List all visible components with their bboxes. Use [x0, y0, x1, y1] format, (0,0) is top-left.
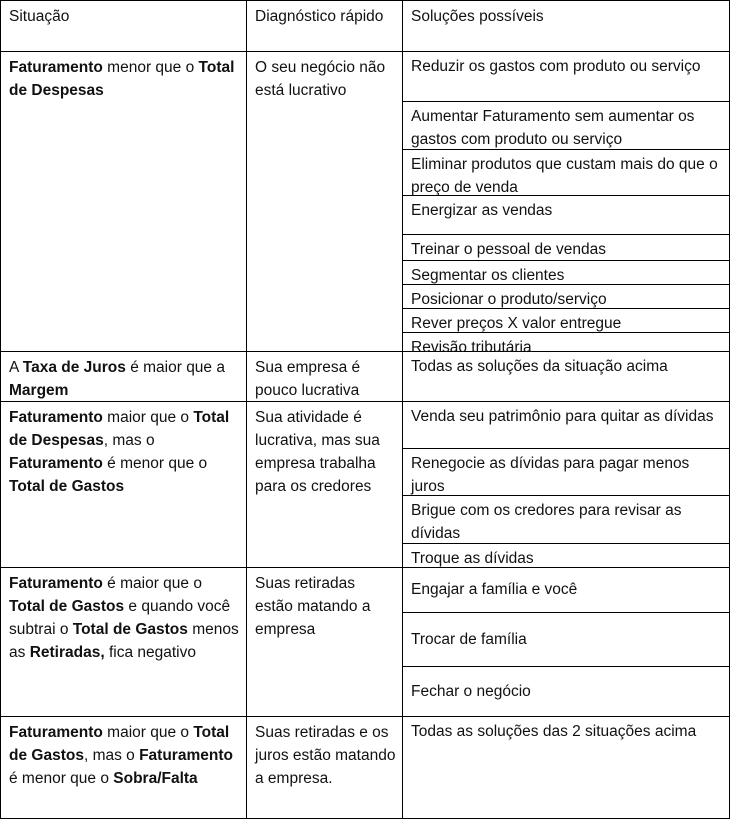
situation-term: Margem — [9, 382, 69, 399]
header-solutions: Soluções possíveis — [411, 8, 544, 25]
table-rule — [402, 101, 730, 102]
situation-term: Faturamento — [139, 747, 233, 764]
situation-term: Faturamento — [9, 724, 103, 741]
table-rule — [402, 666, 730, 667]
diagnosis-cell: Sua empresa é pouco lucrativa — [255, 359, 361, 399]
situation-text: menos as — [9, 621, 239, 661]
solution-item: Renegocie as dívidas para pagar menos juros — [411, 455, 690, 495]
situation-term: Faturamento — [9, 575, 103, 592]
situation-text: e quando você subtrai o — [9, 598, 231, 638]
situation-text: , mas o — [103, 432, 155, 449]
solution-item: Treinar o pessoal de vendas — [411, 241, 607, 258]
situation-term: Faturamento — [9, 409, 103, 426]
table-rule — [0, 818, 730, 819]
situation-term: Sobra/Falta — [113, 770, 198, 787]
situation-text: é maior que a — [125, 359, 225, 376]
situation-cell — [9, 56, 241, 102]
solution-item: Rever preços X valor entregue — [411, 315, 622, 332]
diagnosis-cell: Suas retiradas e os juros estão matando a empresa. — [255, 724, 396, 787]
situation-term: Total de Despesas — [9, 59, 235, 99]
situation-cell — [9, 572, 241, 664]
situation-text: , mas o — [83, 747, 140, 764]
table-rule — [0, 0, 730, 1]
situation-text: menor que o — [102, 59, 199, 76]
solution-item: Engajar a família e você — [411, 581, 578, 598]
header-situation: Situação — [9, 8, 70, 25]
table-rule — [0, 716, 730, 717]
solution-item: Trocar de família — [411, 631, 527, 648]
solution-item: Segmentar os clientes — [411, 267, 565, 284]
solution-item: Revisão tributária — [411, 339, 532, 356]
situation-text: fica negativo — [104, 644, 196, 661]
situation-term: Faturamento — [9, 59, 103, 76]
situation-text: maior que o — [102, 409, 194, 426]
situation-cell — [9, 356, 241, 402]
table-rule — [246, 0, 247, 819]
situation-cell — [9, 721, 241, 790]
table-rule — [402, 448, 730, 449]
table-rule — [402, 234, 730, 235]
situation-cell — [9, 406, 241, 498]
table-rule — [402, 0, 403, 819]
solution-item: Eliminar produtos que custam mais do que o preço de venda — [411, 156, 718, 196]
situation-term: Total de Gastos — [72, 621, 188, 638]
diagnosis-cell: Suas retiradas estão matando a empresa — [255, 575, 371, 638]
situation-text: A — [9, 359, 23, 376]
situation-term: Total de Gastos — [9, 478, 125, 495]
header-diagnosis: Diagnóstico rápido — [255, 8, 384, 25]
solution-item: Todas as soluções das 2 situações acima — [411, 723, 697, 740]
situation-term: Taxa de Juros — [22, 359, 126, 376]
situation-text: é maior que o — [102, 575, 202, 592]
situation-term: Total de Despesas — [9, 409, 230, 449]
solution-item: Energizar as vendas — [411, 202, 553, 219]
table-rule — [0, 0, 1, 819]
diagnosis-cell: O seu negócio não está lucrativo — [255, 59, 386, 99]
solution-item: Reduzir os gastos com produto ou serviço — [411, 58, 701, 75]
situation-term: Total de Gastos — [9, 598, 125, 615]
situation-term: Retiradas, — [29, 644, 105, 661]
situation-text: é menor que o — [102, 455, 208, 472]
situation-term: Total de Gastos — [9, 724, 230, 764]
solution-item: Brigue com os credores para revisar as dívidas — [411, 502, 682, 542]
solution-item: Troque as dívidas — [411, 550, 534, 567]
situation-text: é menor que o — [9, 770, 114, 787]
solution-item: Posicionar o produto/serviço — [411, 291, 607, 308]
situation-term: Faturamento — [9, 455, 103, 472]
solution-item: Todas as soluções da situação acima — [411, 358, 668, 375]
situation-text: maior que o — [102, 724, 194, 741]
solution-item: Aumentar Faturamento sem aumentar os gastos com produto ou serviço — [411, 108, 695, 148]
solution-item: Fechar o negócio — [411, 683, 531, 700]
table-rule — [402, 612, 730, 613]
solution-item: Venda seu patrimônio para quitar as dívidas — [411, 408, 714, 425]
table-rule — [0, 51, 730, 52]
diagnosis-cell: Sua atividade é lucrativa, mas sua empresa trabalha para os credores — [255, 409, 380, 495]
